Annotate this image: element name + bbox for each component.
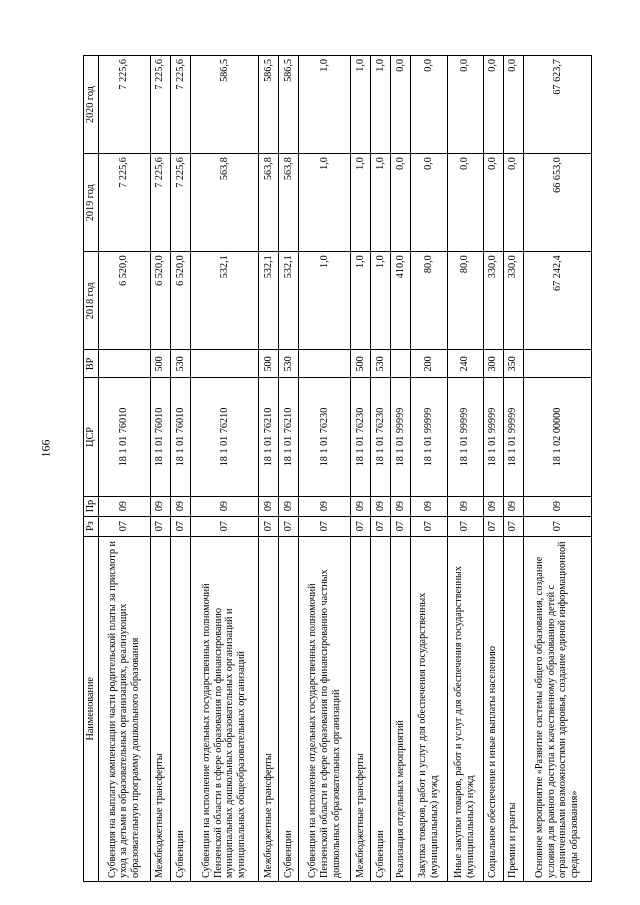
cell-2019: 66 653,0 [523,154,591,252]
cell-csr: 18 1 01 76010 [98,378,150,496]
cell-2020: 0,0 [483,56,503,154]
cell-2020: 0,0 [503,56,523,154]
header-2020: 2020 год [84,56,99,154]
header-rz: Рз [84,516,99,536]
cell-2019: 1,0 [371,154,391,252]
cell-2018: 80,0 [411,252,447,350]
cell-pr: 09 [523,496,591,516]
cell-csr: 18 1 01 76210 [190,378,258,496]
cell-2019: 563,8 [279,154,299,252]
cell-2020: 0,0 [411,56,447,154]
cell-pr: 09 [411,496,447,516]
cell-rz: 07 [371,516,391,536]
table-row [523,56,591,882]
cell-csr: 18 1 01 76210 [259,378,279,496]
cell-name: Иные закупки товаров, работ и услуг для обеспечения государственных (муниципальных) нужд [447,536,483,881]
cell-name: Субвенции на исполнение отдельных государственных полномочий Пензенской области в сфере образования по финансированию муниципальных дошкольных образовательных организаций и муниципальных общеобразовательных организаций [190,536,258,881]
cell-rz: 07 [411,516,447,536]
cell-2018: 532,1 [259,252,279,350]
cell-name: Субвенции на исполнение отдельных государственных полномочий Пензенской области в сфере образования по финансированию частных дошкольных образовательных организаций [299,536,351,881]
table-row [259,56,279,882]
rotated-table-container [83,55,592,882]
cell-2018: 330,0 [503,252,523,350]
cell-csr: 18 1 01 76010 [170,378,190,496]
cell-csr: 18 1 01 99999 [411,378,447,496]
cell-2018: 1,0 [299,252,351,350]
table-row [411,56,447,882]
cell-2019: 563,8 [259,154,279,252]
header-pr: Пр [84,496,99,516]
table-row [279,56,299,882]
header-vr: ВР [84,350,99,378]
cell-pr: 09 [150,496,170,516]
cell-vr [523,350,591,378]
cell-name: Межбюджетные трансферты [259,536,279,881]
header-csr: ЦСР [84,378,99,496]
table-row [371,56,391,882]
cell-2018: 1,0 [371,252,391,350]
cell-2018: 1,0 [351,252,371,350]
cell-pr: 09 [483,496,503,516]
table-row [391,56,411,882]
cell-2020: 0,0 [447,56,483,154]
cell-csr: 18 1 01 99999 [483,378,503,496]
cell-2020: 7 225,6 [170,56,190,154]
cell-name: Субвенция на выплату компенсации части родительской платы за присмотр и уход за детьми в образовательных организациях, реализующих образовательную программу дошкольного образования [98,536,150,881]
table-row [170,56,190,882]
cell-pr: 09 [503,496,523,516]
cell-name: Межбюджетные трансферты [150,536,170,881]
table-row [351,56,371,882]
cell-pr: 09 [190,496,258,516]
cell-rz: 07 [523,516,591,536]
cell-name: Межбюджетные трансферты [351,536,371,881]
cell-pr: 09 [299,496,351,516]
cell-name: Социальное обеспечение и иные выплаты населению [483,536,503,881]
cell-rz: 07 [170,516,190,536]
table-row [98,56,150,882]
cell-name: Реализация отдельных мероприятий [391,536,411,881]
cell-csr: 18 1 01 76230 [299,378,351,496]
cell-csr: 18 1 01 99999 [447,378,483,496]
cell-2018: 330,0 [483,252,503,350]
table-row [150,56,170,882]
cell-vr: 300 [483,350,503,378]
cell-rz: 07 [98,516,150,536]
cell-pr: 09 [391,496,411,516]
cell-2020: 586,5 [190,56,258,154]
cell-2020: 67 623,7 [523,56,591,154]
cell-name: Основное мероприятие «Развитие системы общего образования, создание условия для равного доступа к качественному образованию детей с ограниченными возможностями здоровья, создание единой информационной среды образования» [523,536,591,881]
cell-2019: 0,0 [447,154,483,252]
cell-rz: 07 [299,516,351,536]
cell-csr: 18 1 01 76230 [371,378,391,496]
cell-name: Субвенции [279,536,299,881]
cell-2020: 1,0 [351,56,371,154]
cell-2018: 6 520,0 [150,252,170,350]
cell-2018: 6 520,0 [170,252,190,350]
cell-name: Субвенции [371,536,391,881]
cell-name: Премии и гранты [503,536,523,881]
header-2019: 2019 год [84,154,99,252]
cell-pr: 09 [371,496,391,516]
cell-name: Закупка товаров, работ и услуг для обеспечения государственных (муниципальных) нужд [411,536,447,881]
cell-vr: 530 [279,350,299,378]
cell-vr: 530 [371,350,391,378]
cell-rz: 07 [503,516,523,536]
cell-2020: 1,0 [371,56,391,154]
cell-2020: 7 225,6 [150,56,170,154]
cell-2019: 0,0 [391,154,411,252]
cell-2020: 586,5 [279,56,299,154]
cell-csr: 18 1 01 76010 [150,378,170,496]
cell-2018: 6 520,0 [98,252,150,350]
cell-rz: 07 [279,516,299,536]
cell-csr: 18 1 02 00000 [523,378,591,496]
cell-pr: 09 [259,496,279,516]
cell-2019: 7 225,6 [170,154,190,252]
cell-2019: 1,0 [351,154,371,252]
cell-vr: 200 [411,350,447,378]
cell-csr: 18 1 01 99999 [391,378,411,496]
cell-csr: 18 1 01 76210 [279,378,299,496]
cell-2019: 0,0 [483,154,503,252]
cell-2019: 7 225,6 [98,154,150,252]
header-name: Наименование [84,536,99,881]
cell-vr: 500 [150,350,170,378]
cell-vr: 350 [503,350,523,378]
cell-2020: 586,5 [259,56,279,154]
table-row [447,56,483,882]
cell-vr [98,350,150,378]
cell-name: Субвенции [170,536,190,881]
cell-2019: 563,8 [190,154,258,252]
cell-csr: 18 1 01 99999 [503,378,523,496]
rotated-page-wrapper [83,55,592,882]
cell-rz: 07 [150,516,170,536]
cell-rz: 07 [259,516,279,536]
cell-rz: 07 [483,516,503,536]
table-row [299,56,351,882]
cell-vr [299,350,351,378]
cell-2018: 80,0 [447,252,483,350]
cell-csr: 18 1 01 76230 [351,378,371,496]
header-2018: 2018 год [84,252,99,350]
cell-pr: 09 [447,496,483,516]
budget-table [83,55,592,882]
cell-2018: 532,1 [190,252,258,350]
cell-pr: 09 [98,496,150,516]
cell-2019: 0,0 [503,154,523,252]
cell-vr: 500 [259,350,279,378]
cell-2020: 0,0 [391,56,411,154]
cell-2019: 1,0 [299,154,351,252]
cell-vr [391,350,411,378]
cell-2020: 7 225,6 [98,56,150,154]
cell-2018: 532,1 [279,252,299,350]
cell-vr: 530 [170,350,190,378]
cell-rz: 07 [190,516,258,536]
cell-pr: 09 [279,496,299,516]
cell-2019: 7 225,6 [150,154,170,252]
cell-vr: 500 [351,350,371,378]
table-header-row [84,56,99,882]
cell-pr: 09 [351,496,371,516]
table-row [190,56,258,882]
cell-rz: 07 [351,516,371,536]
cell-2019: 0,0 [411,154,447,252]
cell-rz: 07 [391,516,411,536]
table-row [503,56,523,882]
table-row [483,56,503,882]
cell-vr [190,350,258,378]
cell-pr: 09 [170,496,190,516]
page-number: 166 [38,439,53,458]
cell-2018: 67 242,4 [523,252,591,350]
cell-2018: 410,0 [391,252,411,350]
cell-2020: 1,0 [299,56,351,154]
cell-rz: 07 [447,516,483,536]
cell-vr: 240 [447,350,483,378]
